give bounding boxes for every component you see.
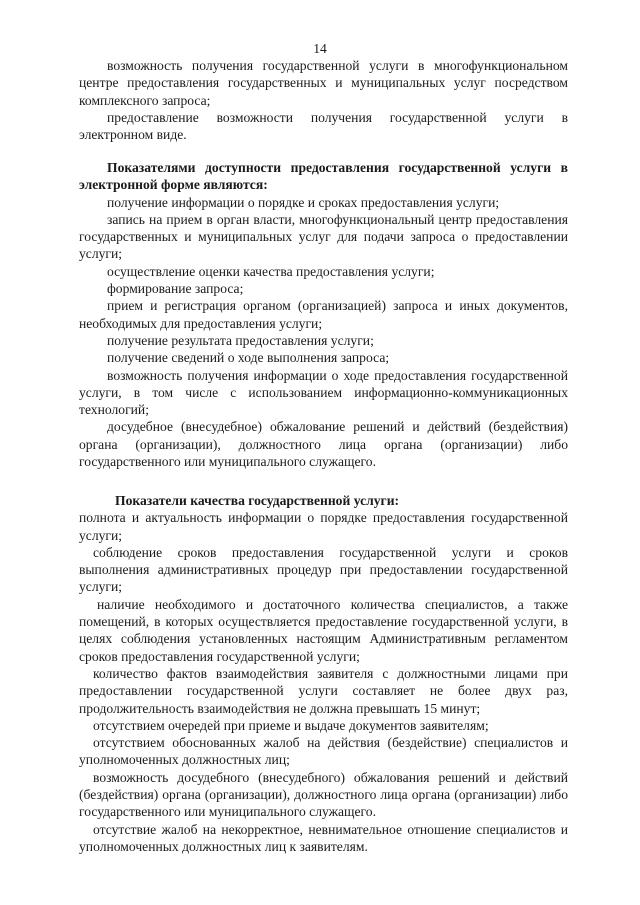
list-item: досудебное (внесудебное) обжалование решений и действий (бездействия) органа (организации), должностного лица органа (организации) либо государственного или муниципального служащего. [79, 419, 568, 470]
list-item: запись на прием в орган власти, многофункциональный центр предоставления государственных и муниципальных услуг для подачи запроса о предоставлении услуги; [79, 211, 568, 262]
list-item: получение результата предоставления услуги; [107, 332, 374, 348]
intro-paragraph: предоставление возможности получения государственной услуги в электронном виде. [79, 109, 568, 143]
list-item: получение сведений о ходе выполнения запроса; [107, 350, 390, 366]
list-item: формирование запроса; [107, 281, 244, 297]
list-item: прием и регистрация органом (организацией) запроса и иных документов, необходимых для предоставления услуги; [79, 298, 568, 331]
list-item: отсутствием обоснованных жалоб на действия (бездействие) специалистов и уполномоченных должностных лиц; [79, 735, 568, 768]
list-item: наличие необходимого и достаточного количества специалистов, а также помещений, в которых осуществляется предоставление государственной услуги, в целях соблюдения установленных настоящим Административным регламентом сроков предоставления государственной услуги; [79, 596, 568, 664]
list-item: получение информации о порядке и сроках предоставления услуги; [107, 194, 500, 210]
quality-section [79, 492, 568, 855]
list-item: возможность досудебного (внесудебного) обжалования решений и действий (бездействия) органа (организации), должностного лица органа (организации) либо государственного или муниципального служащего. [79, 769, 568, 820]
list-item: соблюдение сроков предоставления государственной услуги и сроков выполнения административных процедур при предоставлении государственной услуги; [79, 544, 568, 595]
intro-section [79, 57, 568, 143]
list-item: полнота и актуальность информации о порядке предоставления государственной услуги; [79, 510, 568, 543]
quality-heading: Показатели качества государственной услуги: [115, 493, 400, 508]
list-item: количество фактов взаимодействия заявителя с должностными лицами при предоставлении государственной услуги составляет не более двух раз, продолжительность взаимодействия не должна превышать 15 минут; [79, 665, 568, 716]
accessibility-section [79, 159, 568, 470]
list-item: осуществление оценки качества предоставления услуги; [107, 263, 435, 279]
list-item: отсутствие жалоб на некорректное, невнимательное отношение специалистов и уполномоченных должностных лиц к заявителям. [79, 821, 568, 854]
accessibility-heading: Показателями доступности предоставления государственной услуги в электронной форме являются: [79, 160, 568, 193]
intro-paragraph: возможность получения государственной услуги в многофункциональном центре предоставления государственных и муниципальных услуг посредством комплексного запроса; [79, 58, 568, 108]
list-item: отсутствием очередей при приеме и выдаче документов заявителям; [93, 717, 489, 733]
list-item: возможность получения информации о ходе предоставления государственной услуги, в том числе с использованием информационно-коммуникационных технологий; [79, 367, 568, 418]
page-number: 14 [313, 41, 327, 56]
